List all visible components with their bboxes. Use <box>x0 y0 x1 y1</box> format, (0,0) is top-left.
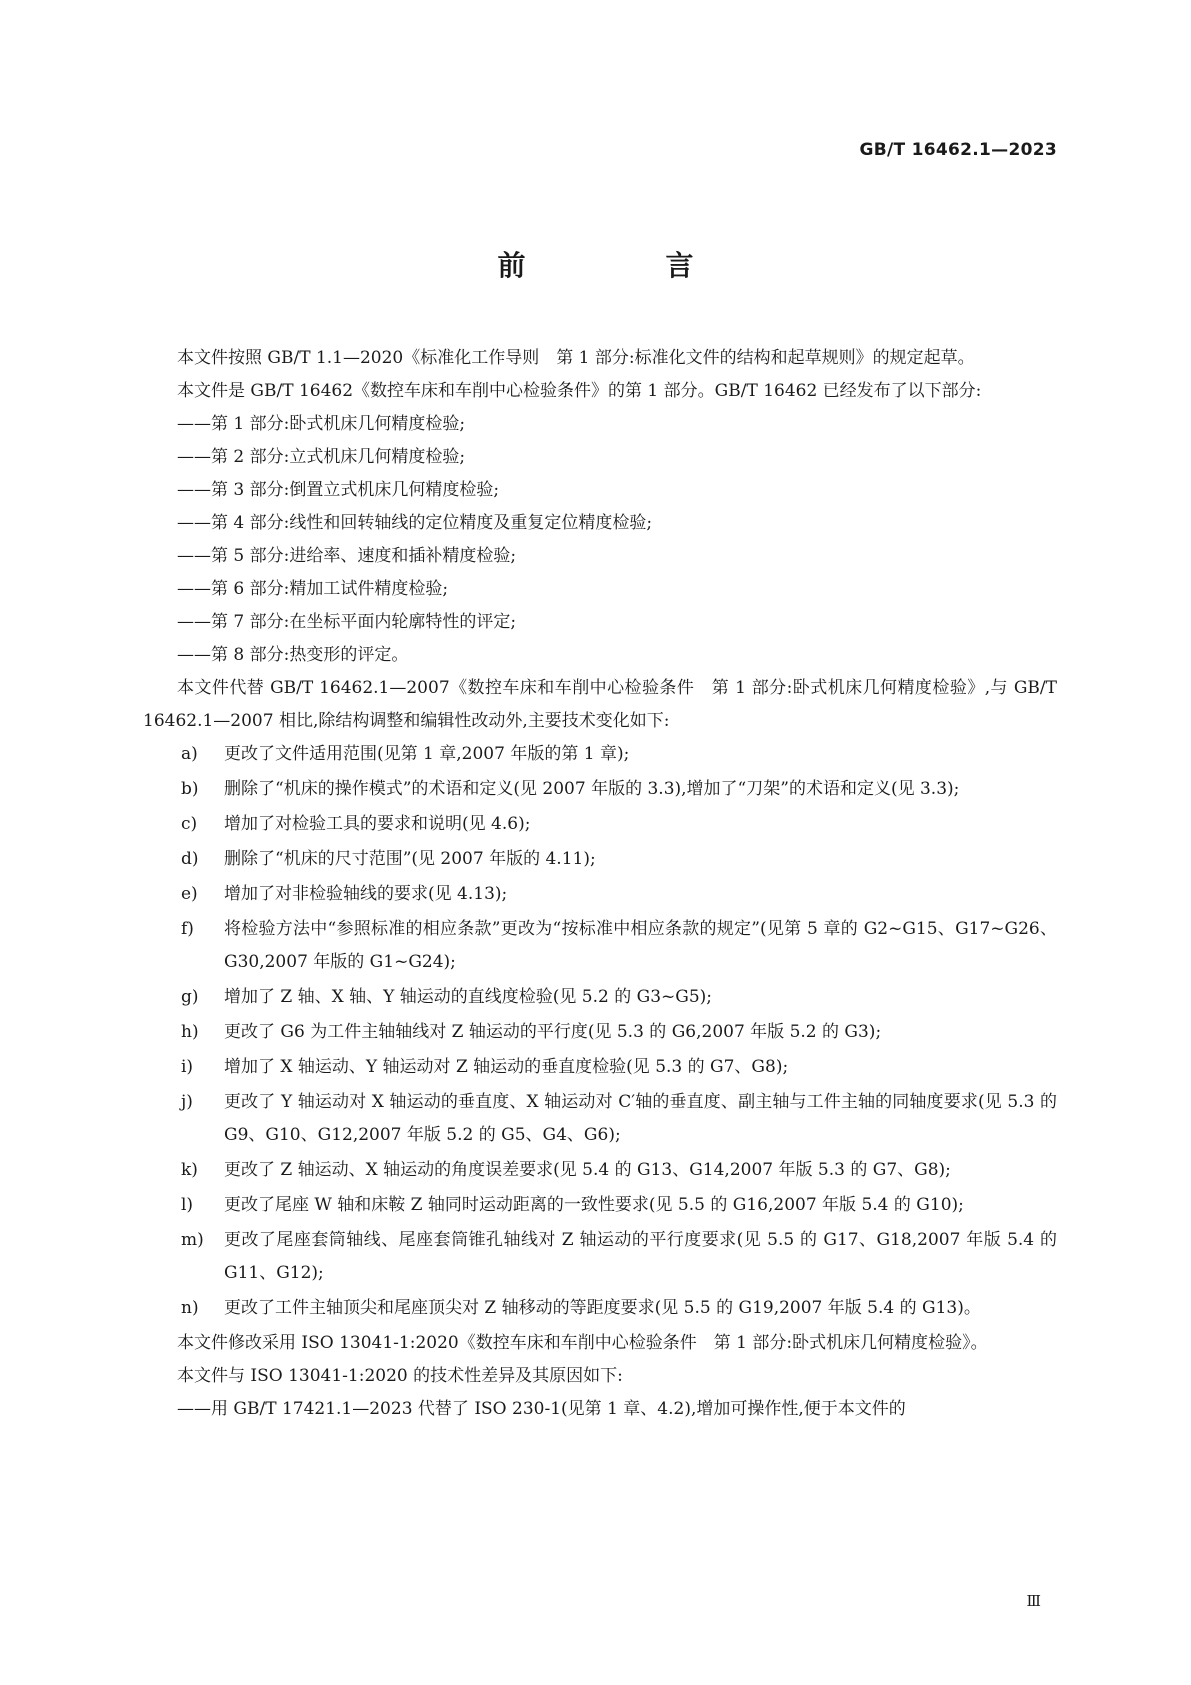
item-text: 增加了 X 轴运动、Y 轴运动对 Z 轴运动的垂直度检验(见 5.3 的 G7、G8); <box>224 1057 789 1077</box>
list-item <box>143 1086 1057 1152</box>
paragraph-differences: 本文件与 ISO 13041-1:2020 的技术性差异及其原因如下: <box>177 1366 623 1386</box>
list-item: ——用 GB/T 17421.1—2023 代替了 ISO 230-1(见第 1 章、4.2),增加可操作性,便于本文件的 <box>177 1399 906 1419</box>
paragraph-drafting-rules: 本文件按照 GB/T 1.1—2020《标准化工作导则 第 1 部分:标准化文件的结构和起草规则》的规定起草。 <box>177 348 975 368</box>
item-text: 更改了尾座套筒轴线、尾座套筒锥孔轴线对 Z 轴运动的平行度要求(见 5.5 的 G17、G18,2007 年版 5.4 的 G11、G12); <box>224 1230 1057 1283</box>
item-text: 增加了 Z 轴、X 轴、Y 轴运动的直线度检验(见 5.2 的 G3~G5); <box>224 987 713 1007</box>
list-item <box>143 773 1057 806</box>
item-label: l) <box>181 1195 194 1215</box>
item-text: 更改了尾座 W 轴和床鞍 Z 轴同时运动距离的一致性要求(见 5.5 的 G16,2007 年版 5.4 的 G10); <box>224 1195 964 1215</box>
item-label: h) <box>181 1022 199 1042</box>
item-label: m) <box>181 1230 204 1250</box>
item-text: 更改了 G6 为工件主轴轴线对 Z 轴运动的平行度(见 5.3 的 G6,2007 年版 5.2 的 G3); <box>224 1022 882 1042</box>
item-label: i) <box>181 1057 194 1077</box>
list-item: ——第 3 部分:倒置立式机床几何精度检验; <box>177 480 500 500</box>
item-label: c) <box>181 814 198 834</box>
list-item <box>143 843 1057 876</box>
page-title: 前 言 <box>497 249 750 282</box>
document-body <box>143 342 1057 1426</box>
list-item: ——第 5 部分:进给率、速度和插补精度检验; <box>177 546 517 566</box>
item-text: 更改了工件主轴顶尖和尾座顶尖对 Z 轴移动的等距度要求(见 5.5 的 G19,2007 年版 5.4 的 G13)。 <box>224 1298 981 1318</box>
item-text: 更改了 Z 轴运动、X 轴运动的角度误差要求(见 5.4 的 G13、G14,2007 年版 5.3 的 G7、G8); <box>224 1160 951 1180</box>
changes-list <box>143 738 1057 1325</box>
list-item <box>143 1292 1057 1325</box>
paragraph-replacement: 本文件代替 GB/T 16462.1—2007《数控车床和车削中心检验条件 第 1 部分:卧式机床几何精度检验》,与 GB/T 16462.1—2007 相比,除结构调整和编辑性改动外,主要技术变化如下: <box>143 678 1057 731</box>
paragraph-series-intro: 本文件是 GB/T 16462《数控车床和车削中心检验条件》的第 1 部分。GB/T 16462 已经发布了以下部分: <box>177 381 982 401</box>
list-item: ——第 4 部分:线性和回转轴线的定位精度及重复定位精度检验; <box>177 513 653 533</box>
list-item <box>143 1224 1057 1290</box>
item-label: j) <box>181 1092 193 1112</box>
item-label: d) <box>181 849 199 869</box>
paragraph-adoption: 本文件修改采用 ISO 13041-1:2020《数控车床和车削中心检验条件 第 1 部分:卧式机床几何精度检验》。 <box>177 1333 988 1353</box>
list-item <box>143 913 1057 979</box>
list-item: ——第 7 部分:在坐标平面内轮廓特性的评定; <box>177 612 517 632</box>
list-item <box>143 738 1057 771</box>
item-text: 增加了对非检验轴线的要求(见 4.13); <box>224 884 508 904</box>
list-item <box>143 808 1057 841</box>
item-text: 更改了文件适用范围(见第 1 章,2007 年版的第 1 章); <box>224 744 630 764</box>
item-label: a) <box>181 744 198 764</box>
item-label: g) <box>181 987 199 1007</box>
parts-list <box>143 408 1057 672</box>
item-label: e) <box>181 884 198 904</box>
item-text: 更改了 Y 轴运动对 X 轴运动的垂直度、X 轴运动对 C′轴的垂直度、副主轴与工件主轴的同轴度要求(见 5.3 的 G9、G10、G12,2007 年版 5.2 的 G5、G4、G6); <box>224 1092 1057 1145</box>
list-item: ——第 2 部分:立式机床几何精度检验; <box>177 447 466 467</box>
list-item <box>143 1016 1057 1049</box>
list-item <box>143 1051 1057 1084</box>
item-text: 增加了对检验工具的要求和说明(见 4.6); <box>224 814 531 834</box>
page-number: Ⅲ <box>1026 1592 1041 1610</box>
list-item <box>143 1154 1057 1187</box>
list-item: ——第 8 部分:热变形的评定。 <box>177 645 409 665</box>
item-text: 将检验方法中“参照标准的相应条款”更改为“按标准中相应条款的规定”(见第 5 章的 G2~G15、G17~G26、G30,2007 年版的 G1~G24); <box>224 919 1057 972</box>
list-item <box>143 1189 1057 1222</box>
list-item: ——第 6 部分:精加工试件精度检验; <box>177 579 449 599</box>
item-label: f) <box>181 919 194 939</box>
standard-number: GB/T 16462.1—2023 <box>859 140 1057 160</box>
item-label: k) <box>181 1160 198 1180</box>
list-item: ——第 1 部分:卧式机床几何精度检验; <box>177 414 466 434</box>
item-label: b) <box>181 779 199 799</box>
item-text: 删除了“机床的操作模式”的术语和定义(见 2007 年版的 3.3),增加了“刀架”的术语和定义(见 3.3); <box>224 779 960 799</box>
item-text: 删除了“机床的尺寸范围”(见 2007 年版的 4.11); <box>224 849 596 869</box>
item-label: n) <box>181 1298 199 1318</box>
list-item <box>143 878 1057 911</box>
list-item <box>143 981 1057 1014</box>
